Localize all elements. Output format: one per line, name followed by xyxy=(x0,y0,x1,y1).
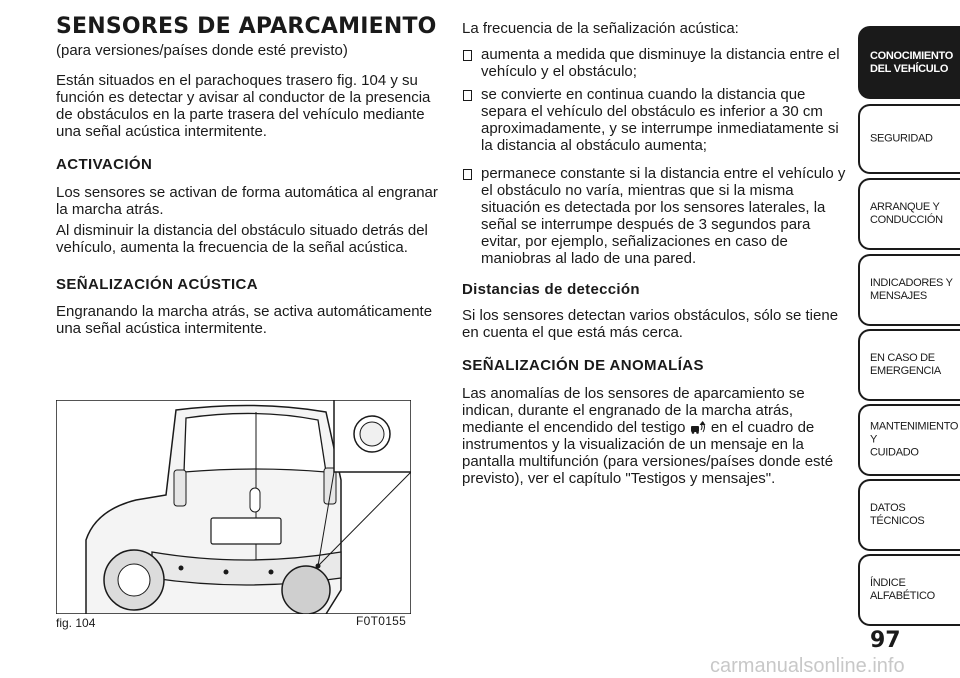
bullet-item-1 xyxy=(462,46,847,80)
bullet-text: aumenta a medida que disminuye la distancia entre el vehículo y el obstáculo; xyxy=(481,46,840,80)
bullet-item-3 xyxy=(462,165,847,267)
activacion-paragraph-1: Los sensores se activan de forma automática al engranar la marcha atrás. xyxy=(56,184,438,218)
section-title: SENSORES DE APARCAMIENTO xyxy=(56,14,437,39)
tab-datos-tecnicos[interactable] xyxy=(858,479,960,551)
tab-indicadores-y-mensajes[interactable] xyxy=(858,254,960,326)
tab-mantenimiento-y-cuidado[interactable] xyxy=(858,404,960,476)
checkbox-bullet-icon xyxy=(463,90,472,101)
rear-van-illustration xyxy=(56,400,411,614)
distancias-paragraph: Si los sensores detectan varios obstáculos, sólo se tiene en cuenta el que está más cerca. xyxy=(462,307,839,341)
parking-sensor-warning-icon xyxy=(690,420,707,434)
watermark: carmanualsonline.info xyxy=(710,655,905,677)
section-subtitle: (para versiones/países donde esté previsto) xyxy=(56,42,348,59)
tab-label: CONOCIMIENTO DEL VEHÍCULO xyxy=(870,49,953,75)
anomalias-text-before: Las anomalías de los sensores de aparcamiento se indican, durante el engranado de la marcha atrás, mediante el encendido del testigo xyxy=(462,385,805,436)
tab-label: SEGURIDAD xyxy=(870,132,933,145)
bullet-item-2 xyxy=(462,86,847,154)
tab-indice-alfabetico[interactable] xyxy=(858,554,960,626)
tab-en-caso-de-emergencia[interactable] xyxy=(858,329,960,401)
bullet-text: se convierte en continua cuando la distancia que separa el vehículo del obstáculo es inferior a 30 cm aproximadamente, y se interrumpe inmediatamente si la distancia al obstáculo aumenta; xyxy=(481,86,839,154)
tab-conocimiento-del-vehiculo[interactable] xyxy=(858,26,960,99)
tab-arranque-y-conduccion[interactable] xyxy=(858,178,960,250)
tab-label: MANTENIMIENTO Y CUIDADO xyxy=(870,420,959,459)
tab-label: EN CASO DE EMERGENCIA xyxy=(870,352,941,377)
tab-label: INDICADORES Y MENSAJES xyxy=(870,277,953,302)
tab-label: ÍNDICE ALFABÉTICO xyxy=(870,577,935,602)
checkbox-bullet-icon xyxy=(463,50,472,61)
anomalias-text-after: en el cuadro de instrumentos y la visualización de un mensaje en la pantalla multifunción (para versiones/países donde esté previsto), ver el capítulo "Testigos y mensajes". xyxy=(462,419,834,487)
figure-caption: fig. 104 xyxy=(56,616,96,630)
page-number: 97 xyxy=(870,628,901,653)
distancias-heading: Distancias de detección xyxy=(462,281,640,298)
figure-code: F0T0155 xyxy=(356,614,407,628)
intro-paragraph: Están situados en el parachoques trasero fig. 104 y su función es detectar y avisar al conductor de la presencia de obstáculos en la parte trasera del vehículo mediante una señal acústica intermitente. xyxy=(56,72,431,140)
tab-label: ARRANQUE Y CONDUCCIÓN xyxy=(870,201,943,226)
anomalias-paragraph xyxy=(462,385,847,487)
senal-acustica-heading: SEÑALIZACIÓN ACÚSTICA xyxy=(56,276,259,293)
tab-seguridad[interactable] xyxy=(858,104,960,174)
checkbox-bullet-icon xyxy=(463,169,472,180)
activacion-paragraph-2: Al disminuir la distancia del obstáculo situado detrás del vehículo, aumenta la frecuencia de la señal acústica. xyxy=(56,222,428,256)
tab-label: DATOS TÉCNICOS xyxy=(870,502,925,527)
bullet-text: permanece constante si la distancia entre el vehículo y el obstáculo no varía, mientras que si la misma situación es detectada por los sensores laterales, la señal se interrumpe después de 3 segundos para evitar, por ejemplo, señalizaciones en caso de maniobras al lado de una pared. xyxy=(481,165,846,267)
activacion-heading: ACTIVACIÓN xyxy=(56,156,153,173)
frequency-intro: La frecuencia de la señalización acústica: xyxy=(462,20,739,37)
senal-acustica-paragraph: Engranando la marcha atrás, se activa automáticamente una señal acústica intermitente. xyxy=(56,303,433,337)
anomalias-heading: SEÑALIZACIÓN DE ANOMALÍAS xyxy=(462,357,704,374)
figure-104 xyxy=(56,400,411,614)
